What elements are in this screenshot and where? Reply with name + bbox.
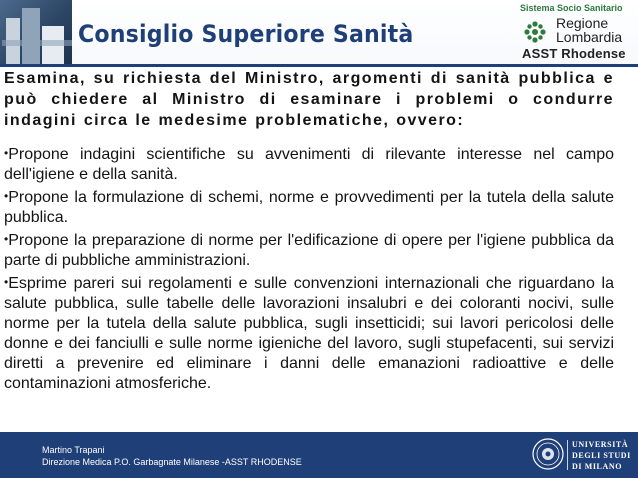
header-divider bbox=[0, 64, 638, 67]
header bbox=[0, 0, 638, 64]
regione-label: Regione bbox=[556, 15, 609, 31]
list-item-text: Propone la preparazione di norme per l'edificazione di opere per l'igiene pubblica da parte di pubbliche amministrazioni. bbox=[4, 232, 614, 269]
header-building-photo bbox=[0, 0, 72, 64]
list-item bbox=[4, 229, 614, 271]
unimi-seal-icon bbox=[532, 438, 564, 470]
bullet-icon: • bbox=[4, 275, 9, 289]
author-name: Martino Trapani bbox=[42, 445, 105, 455]
bullet-icon: • bbox=[4, 189, 9, 203]
unimi-divider bbox=[567, 440, 568, 470]
asst-rhodense-label: ASST Rhodense bbox=[522, 46, 626, 61]
main-content bbox=[4, 68, 614, 394]
bullet-icon: • bbox=[4, 146, 9, 160]
bullet-icon: • bbox=[4, 232, 9, 246]
list-item-text: Esprime pareri sui regolamenti e sulle convenzioni internazionali che riguardano la salute pubblica, sulle tabelle delle lavorazioni insalubri e dei coloranti nocivi, sulle norme per la tutela della salute pubblica, sugli insetticidi; sui lavori pericolosi delle donne e dei fanciulli e sulle norme igieniche del lavoro, sugli stupefacenti, sui servizi diretti a prevenire ed eliminare i danni delle emanazioni radioattive e delle contaminazioni atmosferiche. bbox=[4, 275, 614, 392]
list-item bbox=[4, 272, 614, 394]
lombardia-label: Lombardia bbox=[556, 29, 623, 45]
unimi-line-1: UNIVERSITÀ bbox=[572, 440, 629, 449]
page-title: Consiglio Superiore Sanità bbox=[78, 20, 414, 48]
list-item-text: Propone indagini scientifiche su avvenimenti di rilevante interesse nel campo dell'igiene e della sanità. bbox=[4, 146, 614, 183]
intro-paragraph: Esamina, su richiesta del Ministro, argomenti di sanità pubblica e può chiedere al Ministro di esaminare i problemi o condurre indagini circa le medesime problematiche, ovvero: bbox=[4, 70, 614, 129]
unimi-line-3: DI MILANO bbox=[572, 462, 623, 471]
unimi-line-2: DEGLI STUDI bbox=[572, 451, 631, 460]
list-item bbox=[4, 143, 614, 185]
list-item bbox=[4, 186, 614, 228]
author-role: Direzione Medica P.O. Garbagnate Milanese -ASST RHODENSE bbox=[42, 457, 302, 467]
list-item-text: Propone la formulazione di schemi, norme e provvedimenti per la tutela della salute pubblica. bbox=[4, 189, 614, 226]
sistema-socio-sanitario-label: Sistema Socio Sanitario bbox=[520, 3, 623, 13]
bullet-list bbox=[4, 143, 614, 394]
lombardia-cross-icon bbox=[522, 20, 548, 44]
